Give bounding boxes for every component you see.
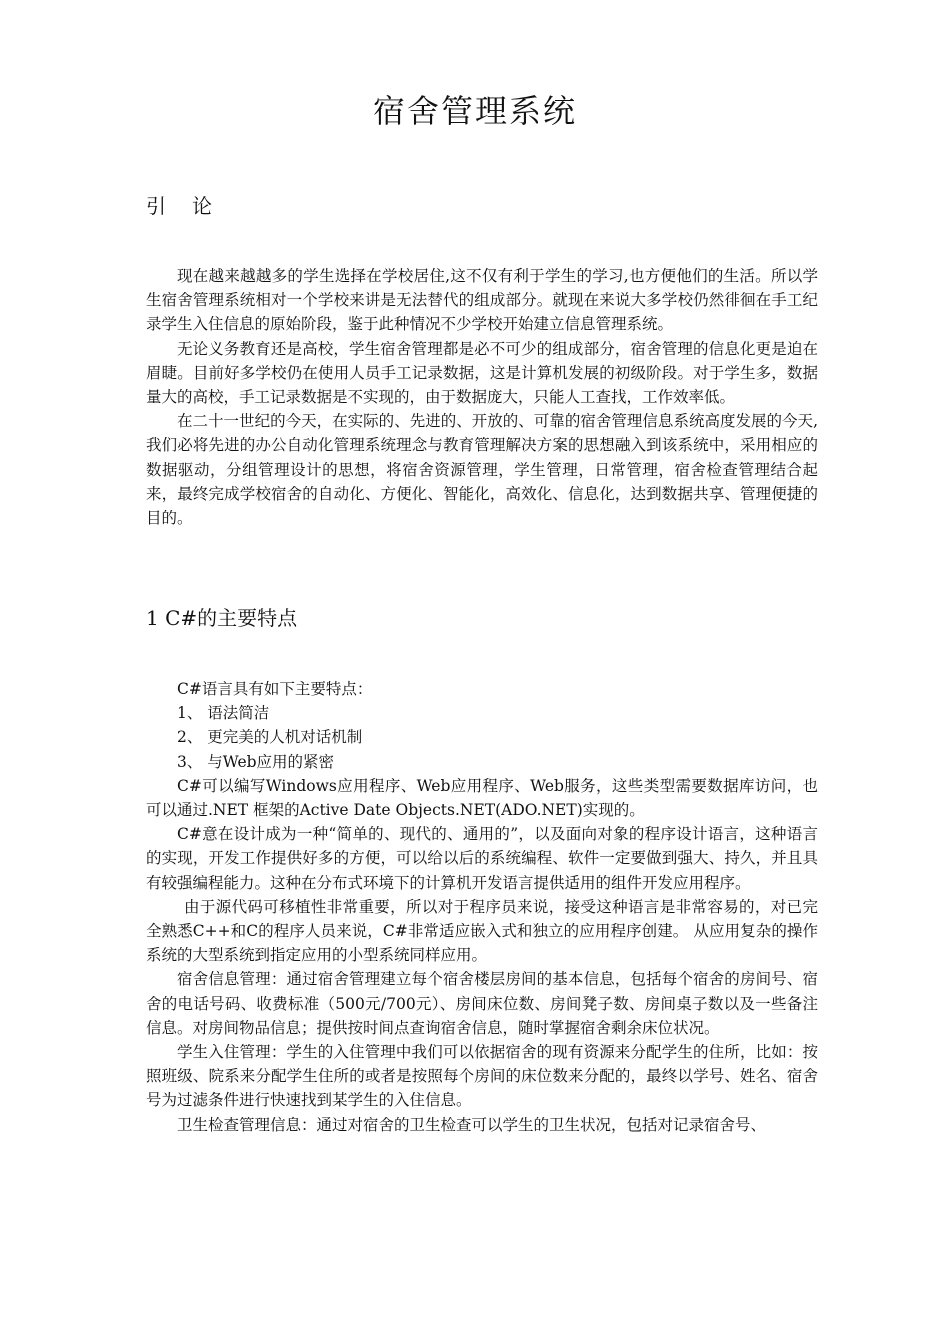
section-heading-introduction: 引论 bbox=[146, 194, 238, 218]
csharp-features-body bbox=[146, 677, 818, 1137]
paragraph: 由于源代码可移植性非常重要，所以对于程序员来说，接受这种语言是非常容易的，对已完全熟悉C++和C的程序人员来说，C#非常适应嵌入式和独立的应用程序创建。 从应用复杂的操作系统的大型系统到指定应用的小型系统同样应用。 bbox=[146, 897, 818, 965]
section-heading-csharp-features: 1 C#的主要特点 bbox=[146, 606, 298, 630]
introduction-body bbox=[146, 264, 818, 530]
paragraph: 无论义务教育还是高校，学生宿舍管理都是必不可少的组成部分，宿舍管理的信息化更是迫在眉睫。目前好多学校仍在使用人员手工记录数据，这是计算机发展的初级阶段。对于学生多，数据量大的高校，手工记录数据是不实现的，由于数据庞大，只能人工查找，工作效率低。 bbox=[146, 339, 818, 407]
paragraph: 在二十一世纪的今天，在实际的、先进的、开放的、可靠的宿舍管理信息系统高度发展的今天,我们必将先进的办公自动化管理系统理念与教育管理解决方案的思想融入到该系统中，采用相应的数据驱动，分组管理设计的思想，将宿舍资源管理，学生管理，日常管理，宿舍检查管理结合起来，最终完成学校宿舍的自动化、方便化、智能化，高效化、信息化，达到数据共享、管理便捷的目的。 bbox=[146, 412, 818, 528]
paragraph: C#语言具有如下主要特点： bbox=[177, 680, 373, 698]
document-title: 宿舍管理系统 bbox=[372, 92, 577, 130]
paragraph: C#意在设计成为一种“简单的、现代的、通用的”，以及面向对象的程序设计语言，这种语言的实现，开发工作提供好多的方便，可以给以后的系统编程、软件一定要做到强大、持久，并且具有较强编程能力。这种在分布式环境下的计算机开发语言提供适用的组件开发应用程序。 bbox=[146, 825, 818, 892]
paragraph: 卫生检查管理信息：通过对宿舍的卫生检查可以学生的卫生状况，包括对记录宿舍号、 bbox=[177, 1115, 767, 1134]
paragraph: C#可以编写Windows应用程序、Web应用程序、Web服务，这些类型需要数据库访问，也可以通过.NET 框架的Active Date Objects.NET(ADO.NET)实现的。 bbox=[146, 776, 818, 820]
paragraph: 现在越来越越多的学生选择在学校居住,这不仅有利于学生的学习,也方便他们的生活。所以学生宿舍管理系统相对一个学校来讲是无法替代的组成部分。就现在来说大多学校仍然徘徊在手工纪录学生入住信息的原始阶段，鉴于此种情况不少学校开始建立信息管理系统。 bbox=[146, 267, 818, 334]
list-item: 2、 更完美的人机对话机制 bbox=[177, 728, 363, 747]
paragraph: 学生入住管理：学生的入住管理中我们可以依据宿舍的现有资源来分配学生的住所，比如：按照班级、院系来分配学生住所的或者是按照每个房间的床位数来分配的，最终以学号、姓名、宿舍号为过滤条件进行快速找到某学生的入住信息。 bbox=[146, 1043, 818, 1110]
list-item: 1、 语法简洁 bbox=[177, 704, 270, 723]
paragraph: 宿舍信息管理：通过宿舍管理建立每个宿舍楼层房间的基本信息，包括每个宿舍的房间号、宿舍的电话号码、收费标准（500元/700元）、房间床位数、房间凳子数、房间桌子数以及一些备注信息。对房间物品信息；提供按时间点查询宿舍信息，随时掌握宿舍剩余床位状况。 bbox=[146, 970, 818, 1037]
list-item: 3、 与Web应用的紧密 bbox=[177, 752, 335, 771]
